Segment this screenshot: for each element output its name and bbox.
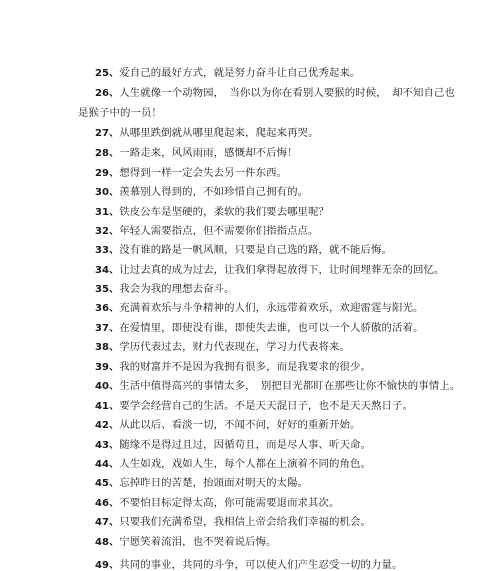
item-text: 共同的事业，共同的斗争，可以使人们产生忍受一切的力量。 bbox=[119, 559, 403, 571]
list-item bbox=[95, 338, 350, 353]
item-text: 只要我们充满希望，我相信上帝会给我们幸福的机会。 bbox=[119, 516, 371, 528]
list-item bbox=[95, 455, 371, 470]
item-number: 30、 bbox=[95, 187, 120, 198]
item-number: 32、 bbox=[95, 226, 120, 237]
list-item bbox=[95, 556, 402, 571]
item-number: 29、 bbox=[95, 168, 120, 179]
list-item bbox=[95, 280, 235, 295]
list-item bbox=[95, 513, 371, 528]
list-item bbox=[95, 474, 308, 489]
item-number: 26、 bbox=[95, 88, 120, 99]
list-item bbox=[95, 261, 444, 276]
list-item bbox=[95, 241, 392, 256]
item-text: 是猴子中的一员！ bbox=[78, 107, 162, 119]
list-item bbox=[95, 222, 319, 237]
item-number: 37、 bbox=[95, 323, 120, 334]
item-text: 要学会经营自己的生活。不是天天混日子，也不是天天熬日子。 bbox=[119, 400, 413, 412]
item-number: 45、 bbox=[95, 478, 120, 489]
list-item bbox=[95, 358, 371, 373]
item-text: 年轻人需要指点，但不需要你们指指点点。 bbox=[119, 225, 319, 237]
list-item bbox=[95, 64, 361, 79]
list-item bbox=[95, 494, 340, 509]
list-item-continuation bbox=[78, 104, 162, 119]
item-text: 羡慕别人得到的，不如珍惜自己拥有的。 bbox=[119, 186, 309, 198]
list-item bbox=[95, 319, 423, 334]
item-text: 从此以后、看淡一切，不闻不问，好好的重新开始。 bbox=[119, 419, 361, 431]
item-number: 27、 bbox=[95, 128, 120, 139]
item-number: 36、 bbox=[95, 303, 120, 314]
item-number: 41、 bbox=[95, 401, 120, 412]
list-item bbox=[95, 299, 423, 314]
list-item bbox=[95, 436, 371, 451]
item-number: 44、 bbox=[95, 459, 120, 470]
item-text: 人生如戏，戏如人生，每个人都在上演着不同的角色。 bbox=[119, 458, 371, 470]
item-text: 充满着欢乐与斗争精神的人们，永远带着欢乐，欢迎雷霆与阳光。 bbox=[119, 302, 424, 314]
item-text: 我会为我的理想去奋斗。 bbox=[119, 283, 235, 295]
item-text: 从哪里跌倒就从哪里爬起来，爬起来再哭。 bbox=[119, 127, 319, 139]
item-text: 宁愿笑着流泪，也不哭着说后悔。 bbox=[119, 536, 277, 548]
item-number: 31、 bbox=[95, 207, 120, 218]
item-number: 42、 bbox=[95, 420, 120, 431]
item-number: 28、 bbox=[95, 148, 120, 159]
item-text: 一路走来，风风雨雨，感慨却不后悔！ bbox=[119, 147, 298, 159]
item-text: 铁皮公车是坚硬的，柔软的我们要去哪里呢？ bbox=[119, 206, 330, 218]
list-item bbox=[95, 84, 455, 99]
item-number: 35、 bbox=[95, 284, 120, 295]
item-number: 25、 bbox=[95, 68, 120, 79]
list-item bbox=[95, 533, 277, 548]
item-number: 38、 bbox=[95, 342, 120, 353]
item-number: 46、 bbox=[95, 498, 120, 509]
item-text: 让过去真的成为过去，让我们拿得起放得下，让时间埋葬无奈的回忆。 bbox=[119, 264, 445, 276]
list-item bbox=[95, 377, 460, 392]
item-text: 忘掉昨日的苦楚，抬頭面对明天的太陽。 bbox=[119, 477, 309, 489]
item-text: 随缘不是得过且过，因循苟且，而是尽人事、听天命。 bbox=[119, 439, 371, 451]
item-number: 34、 bbox=[95, 265, 120, 276]
list-item bbox=[95, 124, 319, 139]
item-text: 生活中值得高兴的事情太多， 别把目光都盯在那些让你不愉快的事情上。 bbox=[119, 380, 461, 392]
item-number: 40、 bbox=[95, 381, 120, 392]
item-text: 不要怕目标定得太高，你可能需要退而求其次。 bbox=[119, 497, 340, 509]
item-number: 43、 bbox=[95, 440, 120, 451]
item-text: 在爱情里，即使没有谁，即使失去谁，也可以一个人骄傲的活着。 bbox=[119, 322, 424, 334]
list-item bbox=[95, 144, 298, 159]
item-text: 没有谁的路是一帆风顺，只要是自己选的路，就不能后悔。 bbox=[119, 244, 392, 256]
item-number: 49、 bbox=[95, 560, 120, 571]
item-number: 48、 bbox=[95, 537, 120, 548]
item-number: 33、 bbox=[95, 245, 120, 256]
item-text: 人生就像一个动物园， 当你以为你在看别人要猴的时候， 却不知自己也 bbox=[119, 87, 456, 99]
list-item bbox=[95, 416, 361, 431]
list-item bbox=[95, 164, 287, 179]
list-item bbox=[95, 203, 329, 218]
item-number: 39、 bbox=[95, 362, 120, 373]
item-text: 我的财富并不是因为我拥有很多，而是我要求的很少。 bbox=[119, 361, 371, 373]
item-text: 爱自己的最好方式，就是努力奋斗让自己优秀起来。 bbox=[119, 67, 361, 79]
item-number: 47、 bbox=[95, 517, 120, 528]
item-text: 想得到一样一定会失去另一件东西。 bbox=[119, 167, 288, 179]
list-item bbox=[95, 183, 308, 198]
item-text: 学历代表过去，财力代表现在，学习力代表将来。 bbox=[119, 341, 351, 353]
list-item bbox=[95, 397, 413, 412]
